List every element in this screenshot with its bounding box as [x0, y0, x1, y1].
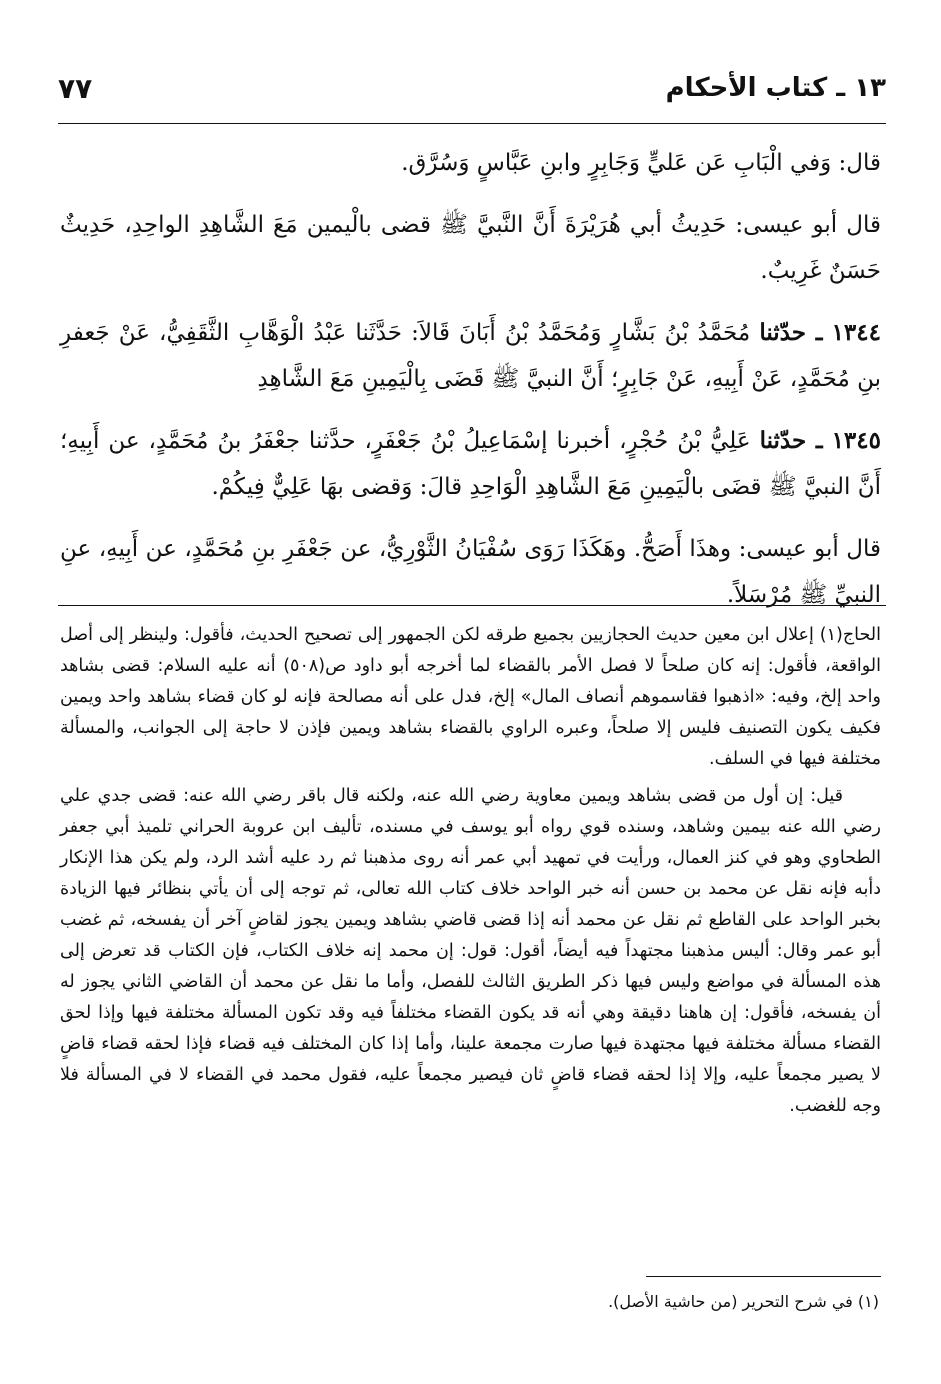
commentary-paragraph-2: قيل: إن أول من قضى بشاهد ويمين معاوية رضي الله عنه، ولكنه قال باقر رضي الله عنه: قضى جدي علي رضي الله عنه بيمين وشاهد، وسنده قوي رواه أبو يوسف في مسنده، تأليف ابن عروبة الحراني تلميذ أبي جعفر الطحاوي وهو في كنز العمال، ورأيت في تمهيد أبي عمر أنه روى مذهبنا ثم رد عليه أشد الرد، ولم يكن هذا الإنكار دأبه فإنه نقل عن محمد بن حسن أنه خبر الواحد خلاف كتاب الله تعالى، ثم توجه إلى أن يأتي بنظائر فيها الزيادة بخبر الواحد على القاطع ثم نقل عن محمد أنه إذا قضى قاضي بشاهد ويمين يجوز لقاضٍ آخر أن يفسخه، ثم غضب أبو عمر وقال: أليس مذهبنا مجتهداً فيه أيضاً، أقول: قول: إن محمد إنه خلاف الكتاب، فإن الكتاب قد تعرض إلى هذه المسألة في مواضع وليس فيها ذكر الطريق الثالث للفصل، وأما ما نقل عن محمد أن القاضي الثاني يجوز له أن يفسخه، فأقول: إن هاهنا دقيقة وهي أنه قد يكون القضاء مختلفاً فيه وقد تكون المسألة مختلفة فيها وإذا لحق القضاء مسألة مختلفة فيها مجتهدة فيها صارت مجمعة علينا، وأما إذا كان المختلف فيه قضاء فإذا لحقه قضاء قاضٍ لا يصير مجمعاً عليه، وإلا إذا لحقه قضاء قاضٍ ثان فيصير مجمعاً عليه، فقول محمد في القضاء لا في المسألة فلا وجه للغضب.	[60, 786, 881, 1116]
paragraph-bab: قال: وَفي الْبَابِ عَن عَليٍّ وَجَابِرٍ وابنِ عَبَّاسٍ وَسُرَّق.	[401, 150, 881, 176]
hadith-1344: ١٣٤٤ ـ حدّثنا مُحَمَّدُ بْنُ بَشَّارٍ وَمُحَمَّدُ بْنُ أَبَانَ قَالاَ: حَدَّثَنا عَبْدُ الْوَهَّابِ الثَّقَفِيُّ، عَنْ جَعفرِ بنِ مُحَمَّدٍ، عَنْ أَبِيهِ، عَنْ جَابِرٍ؛ أَنَّ النبيَّ ﷺ قَضَى بِالْيَمِينِ مَعَ الشَّاهِدِ	[60, 319, 881, 392]
hadith-number: ١٣٤٥	[831, 427, 881, 454]
hadith-1345: ١٣٤٥ ـ حدّثنا عَلِيُّ بْنُ حُجْرٍ، أخبرنا إسْمَاعِيلُ بْنُ جَعْفَرٍ، حدَّثنا جعْفَرُ بنُ مُحَمَّدٍ، عن أَبِيهِ؛ أَنَّ النبيَّ ﷺ قضَى بالْيَمِينِ مَعَ الشَّاهِدِ الْوَاحِدِ قالَ: وَقضى بهَا عَلِيٌّ فِيكُمْ.	[60, 427, 881, 500]
paragraph-abu-isa-1: قال أبو عيسى: حَدِيثُ أبي هُرَيْرَةَ أَنَّ النَّبيَّ ﷺ قضى بالْيمين مَعَ الشَّاهِدِ الواحِدِ، حَدِيثٌ حَسَنٌ غَرِيبٌ.	[60, 212, 881, 284]
page-header	[58, 66, 886, 110]
hadith-text: مُحَمَّدُ بْنُ بَشَّارٍ وَمُحَمَّدُ بْنُ أَبَانَ قَالاَ: حَدَّثَنا عَبْدُ الْوَهَّابِ الثَّقَفِيُّ، عَنْ جَعفرِ بنِ مُحَمَّدٍ، عَنْ أَبِيهِ، عَنْ جَابِرٍ؛ أَنَّ النبيَّ ﷺ قَضَى بِالْيَمِينِ مَعَ الشَّاهِدِ	[60, 320, 881, 392]
footnote-divider	[646, 1276, 881, 1277]
hadith-number: ١٣٤٤	[831, 319, 881, 346]
page-number: ٧٧	[58, 71, 93, 105]
commentary	[60, 620, 881, 1128]
hadith-text: عَلِيُّ بْنُ حُجْرٍ، أخبرنا إسْمَاعِيلُ بْنُ جَعْفَرٍ، حدَّثنا جعْفَرُ بنُ مُحَمَّدٍ، عن أَبِيهِ؛ أَنَّ النبيَّ ﷺ قضَى بالْيَمِينِ مَعَ الشَّاهِدِ الْوَاحِدِ قالَ: وَقضى بهَا عَلِيٌّ فِيكُمْ.	[60, 428, 881, 500]
footnote: (١) في شرح التحرير (من حاشية الأصل).	[608, 1292, 879, 1311]
header-divider	[58, 123, 886, 124]
commentary-divider	[58, 605, 886, 606]
main-text	[60, 140, 881, 634]
hadith-lead: حدّثنا	[759, 427, 807, 454]
hadith-lead: حدّثنا	[759, 319, 806, 346]
chapter-title: ١٣ ـ كتاب الأحكام	[665, 73, 886, 103]
paragraph-abu-isa-2: قال أبو عيسى: وهذَا أَصَحُّ. وهَكَذَا رَوَى سُفْيَانُ الثَّوْرِيُّ، عن جَعْفَرِ بنِ مُحَمَّدٍ، عن أَبِيهِ، عنِ النبيِّ ﷺ مُرْسَلاً.	[60, 536, 881, 608]
commentary-paragraph-1: الحاج(١) إعلال ابن معين حديث الحجازيين بجميع طرقه لكن الجمهور إلى تصحيح الحديث، فأقول: ولينظر إلى أصل الواقعة، فأقول: إنه كان صلحاً لا فصل الأمر بالقضاء لما أخرجه أبو داود ص(٥٠٨) أنه عليه السلام: قضى بشاهد واحد إلخ، وفيه: «اذهبوا فقاسموهم أنصاف المال» إلخ، فدل على أنه مصالحة فإنه لو كان قضاء بشاهد واحد ويمين فكيف يكون التصنيف فليس إلا صلحاً، وعبره الراوي بالقضاء بشاهد ويمين فإذن لا حاجة إلى الجوانب، والمسألة مختلفة فيها في السلف.	[60, 625, 881, 769]
